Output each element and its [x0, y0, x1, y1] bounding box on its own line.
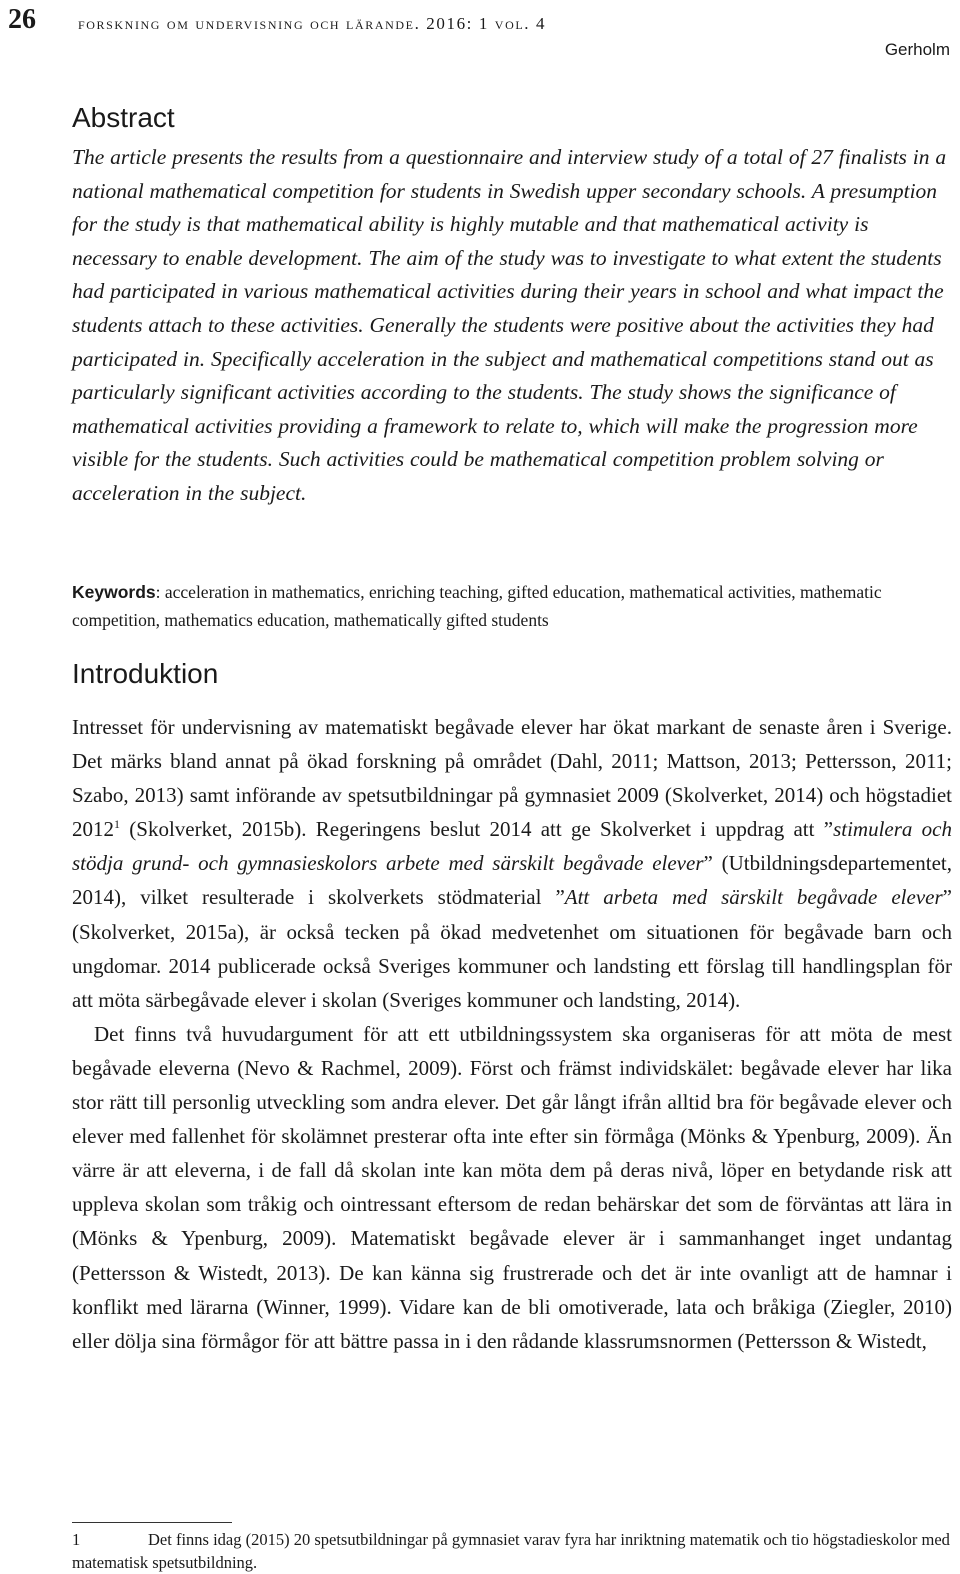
- quote-att-arbeta: Att arbeta med särskilt begåvade elever: [564, 885, 943, 910]
- footnote-number: 1: [72, 1530, 81, 1549]
- keywords-text: : acceleration in mathematics, enriching teaching, gifted education, mathematical activities, mathematic competition, mathematics education, mathematically gifted students: [72, 582, 882, 630]
- introduction-heading: Introduktion: [72, 658, 219, 689]
- abstract-heading: Abstract: [72, 102, 175, 133]
- running-header: [8, 4, 942, 40]
- keywords-label: Keywords: [72, 582, 156, 602]
- footnote-divider: [72, 1522, 232, 1523]
- paragraph-1-part-c: ” (Utbildningsdepartementet, 2014), vilket resulterade i skolverkets stödmaterial ”: [72, 851, 952, 910]
- paragraph-1-part-a: Intresset för undervisning av matematiskt begåvade elever har ökat markant de senaste åren i Sverige. Det märks bland annat på ökad forskning på området (Dahl, 2011; Mattson, 2013; Pettersson, 2011; Szabo, 2013) samt införande av spetsutbildningar på gymnasiet 2009 (Skolverket, 2014) och högstadiet 2012: [72, 715, 952, 842]
- footnote-text: Det finns idag (2015) 20 spetsutbildningar på gymnasiet varav fyra har inriktning matematik och tio högstadieskolor med matematisk spetsutbildning.: [72, 1530, 950, 1572]
- journal-title: forskning om undervisning och lärande. 2016: 1 vol. 4: [78, 14, 547, 33]
- introduction-body: [72, 710, 952, 1358]
- paragraph-1-part-b: (Skolverket, 2015b). Regeringens beslut 2014 att ge Skolverket i uppdrag att ”: [120, 817, 834, 842]
- page-number: 26: [8, 4, 36, 35]
- running-author: Gerholm: [884, 40, 950, 59]
- paragraph-1-part-d: ” (Skolverket, 2015a), är också tecken på ökad medvetenhet om situationen för begåvade barn och ungdomar. 2014 publicerade också Sveriges kommuner och landsting ett förslag till handlingsplan för att möta särbegåvade elever i skolan (Sveriges kommuner och landsting, 2014).: [72, 885, 952, 1012]
- quote-stimulera: stimulera och stödja grund- och gymnasieskolors arbete med särskilt begåvade elever: [72, 817, 953, 876]
- footnote-marker: 1: [114, 817, 120, 832]
- keywords: [72, 578, 952, 634]
- paragraph-2: Det finns två huvudargument för att ett utbildningssystem ska organiseras för att möta de mest begåvade eleverna (Nevo & Rachmel, 2009). Först och främst individskälet: begåvade elever har lika stor rätt till personlig utveckling som andra elever. Det går långt ifrån alltid bra för begåvade elever och elever med fallenhet för skolämnet presterar ofta inte efter sin förmåga (Mönks & Ypenburg, 2009). Än värre är att eleverna, i de fall då skolan inte kan möta dem på deras nivå, löper en betydande risk att uppleva skolan som tråkig och ointressant eftersom de redan behärskar det som de förväntas att lära in (Mönks & Ypenburg, 2009). Matematiskt begåvade elever är i sammanhanget inget undantag (Pettersson & Wistedt, 2013). De kan känna sig frustrerade och det är inte ovanligt att de hamnar i konflikt med lärarna (Winner, 1999). Vidare kan de bli omotiverade, lata och bråkiga (Ziegler, 2010) eller dölja sina förmågor för att bättre passa in i den rådande klassrumsnormen (Pettersson & Wistedt,: [72, 1021, 952, 1353]
- paragraph-1: [72, 710, 952, 1017]
- footnote: [72, 1528, 952, 1574]
- abstract-text: The article presents the results from a questionnaire and interview study of a total of 27 finalists in a national mathematical competition for students in Swedish upper secondary schools. A presumption for the study is that mathematical ability is highly mutable and that mathematical activity is necessary to enable development. The aim of the study was to investigate to what extent the students had participated in various mathematical activities during their years in school and what impact the students attach to these activities. Generally the students were positive about the activities they had participated in. Specifically acceleration in the subject and mathematical competitions stand out as particularly significant activities according to the students. The study shows the significance of mathematical activities providing a framework to relate to, which will make the progression more visible for the students. Such activities could be mathematical competition problem solving or acceleration in the subject.: [72, 145, 947, 505]
